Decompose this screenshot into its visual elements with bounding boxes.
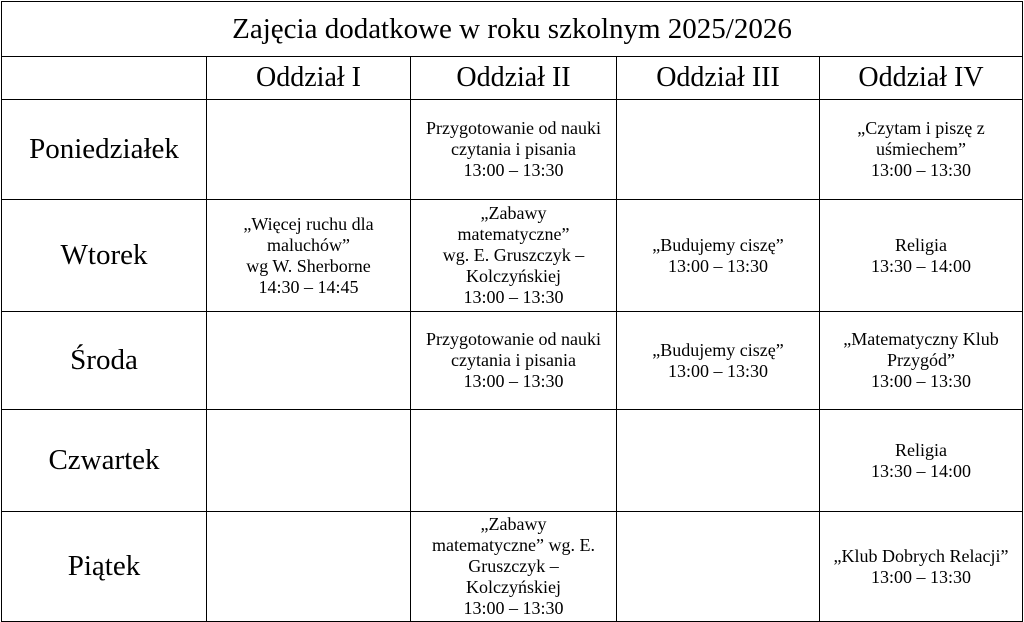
activity-line: „Więcej ruchu dla [243,213,374,234]
schedule-cell [820,512,1023,622]
activity-line: 13:00 – 13:30 [463,598,564,618]
activity-line: Religia [895,439,947,460]
activity-line: „Matematyczny Klub [843,329,999,349]
schedule-cell [820,410,1023,512]
header-row [2,57,1023,100]
day-label: Wtorek [2,200,207,312]
activity-line: matematyczne” wg. E. [432,535,595,555]
schedule-cell [411,410,617,512]
schedule-cell [207,200,411,312]
schedule-cell [411,100,617,200]
column-header-oddzial-4: Oddział IV [820,57,1023,100]
column-header-oddzial-2: Oddział II [411,57,617,100]
schedule-cell [820,100,1023,200]
schedule-cell [617,312,820,410]
activity-line: 13:00 – 13:30 [870,371,971,391]
activity-line: uśmiechem” [876,139,966,159]
activity-line: 13:00 – 13:30 [463,160,564,180]
day-label: Środa [2,312,207,410]
table-row [2,100,1023,200]
activity-line: 13:00 – 13:30 [463,287,564,307]
activity-line: „Zabawy [480,203,547,223]
schedule-cell [617,200,820,312]
activity-line: maluchów” [267,234,350,255]
activity-line: Religia [895,234,947,255]
table-row [2,410,1023,512]
schedule-cell [617,100,820,200]
schedule-cell [207,512,411,622]
activity-line: „Klub Dobrych Relacji” [833,545,1009,566]
day-label: Piątek [2,512,207,622]
table-row [2,312,1023,410]
activity-line: Kolczyńskiej [466,266,561,286]
table-row [2,512,1023,622]
schedule-cell [411,512,617,622]
activity-line: 13:30 – 14:00 [870,460,971,481]
activity-line: 13:00 – 13:30 [667,360,768,381]
activity-line: Przygód” [887,350,955,370]
activity-line: wg. E. Gruszczyk – [442,245,585,265]
schedule-cell [411,312,617,410]
schedule-cell [820,200,1023,312]
corner-header [2,57,207,100]
activity-line: czytania i pisania [451,350,576,370]
activity-line: Przygotowanie od nauki [426,329,601,349]
column-header-oddzial-3: Oddział III [617,57,820,100]
activity-line: „Budujemy ciszę” [652,234,784,255]
activity-line: „Budujemy ciszę” [652,339,784,360]
schedule-cell [820,312,1023,410]
activity-line: 13:00 – 13:30 [870,160,971,180]
activity-line: czytania i pisania [451,139,576,159]
day-label: Czwartek [2,410,207,512]
schedule-cell [207,312,411,410]
schedule-cell [207,410,411,512]
day-label: Poniedziałek [2,100,207,200]
activity-line: Kolczyńskiej [466,577,561,597]
activity-line: Gruszczyk – [468,556,559,576]
column-header-oddzial-1: Oddział I [207,57,411,100]
schedule-cell [207,100,411,200]
activity-line: matematyczne” [457,224,570,244]
activity-line: 13:00 – 13:30 [870,566,971,587]
activity-line: wg W. Sherborne [246,255,371,276]
activity-line: „Czytam i piszę z [857,118,985,138]
title-row [2,2,1023,57]
schedule-cell [617,410,820,512]
schedule-cell [411,200,617,312]
schedule-cell [617,512,820,622]
schedule-table [1,1,1023,622]
schedule-title: Zajęcia dodatkowe w roku szkolnym 2025/2026 [2,2,1023,57]
activity-line: 13:00 – 13:30 [463,371,564,391]
activity-line: 13:30 – 14:00 [870,255,971,276]
activity-line: „Zabawy [480,514,547,534]
activity-line: Przygotowanie od nauki [426,118,601,138]
activity-line: 14:30 – 14:45 [258,276,359,297]
table-row [2,200,1023,312]
activity-line: 13:00 – 13:30 [667,255,768,276]
